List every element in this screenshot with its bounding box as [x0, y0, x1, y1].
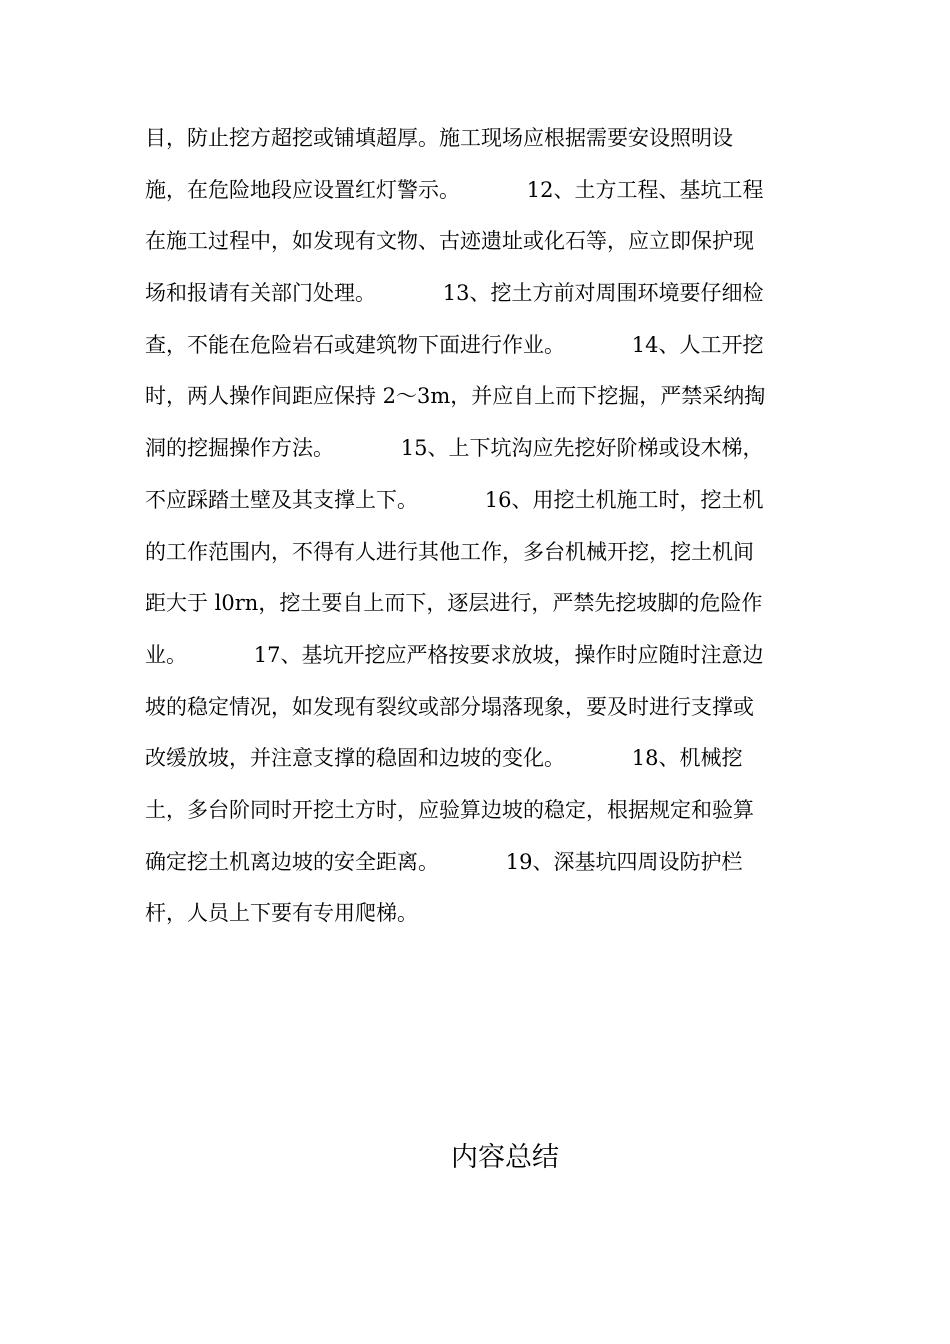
text-line: 确定挖土机离边坡的安全距离。 19、深基坑四周设防护栏 — [145, 849, 743, 874]
text-line: 时，两人操作间距应保持 2～3m，并应自上而下挖掘，严禁采纳掏 — [145, 384, 766, 409]
text-line: 杆，人员上下要有专用爬梯。 — [145, 901, 418, 926]
text-line: 的工作范围内，不得有人进行其他工作，多台机械开挖，挖土机间 — [145, 539, 754, 564]
text-line: 施，在危险地段应设置红灯警示。 12、土方工程、基坑工程 — [145, 177, 764, 202]
text-line: 洞的挖掘操作方法。 15、上下坑沟应先挖好阶梯或设木梯， — [145, 436, 764, 461]
text-line: 改缓放坡，并注意支撑的稳固和边坡的变化。 18、机械挖 — [145, 746, 743, 771]
text-line: 土，多台阶同时开挖土方时，应验算边坡的稳定，根据规定和验算 — [145, 797, 754, 822]
text-line: 业。 17、基坑开挖应严格按要求放坡，操作时应随时注意边 — [145, 642, 764, 667]
text-line: 查，不能在危险岩石或建筑物下面进行作业。 14、人工开挖 — [145, 332, 764, 357]
body-text — [145, 118, 805, 945]
text-line: 在施工过程中，如发现有文物、古迹遗址或化石等，应立即保护现 — [145, 229, 754, 254]
text-line: 场和报请有关部门处理。 13、挖土方前对周围环境要仔细检 — [145, 281, 764, 306]
text-line: 坡的稳定情况，如发现有裂纹或部分塌落现象，要及时进行支撑或 — [145, 694, 754, 719]
text-line: 不应踩踏土壁及其支撑上下。 16、用挖土机施工时，挖土机 — [145, 487, 764, 512]
text-line: 目，防止挖方超挖或铺填超厚。施工现场应根据需要安设照明设 — [145, 126, 733, 150]
text-line: 距大于 l0rn，挖土要自上而下，逐层进行，严禁先挖坡脚的危险作 — [145, 591, 763, 616]
summary-heading: 内容总结 — [451, 1142, 559, 1173]
